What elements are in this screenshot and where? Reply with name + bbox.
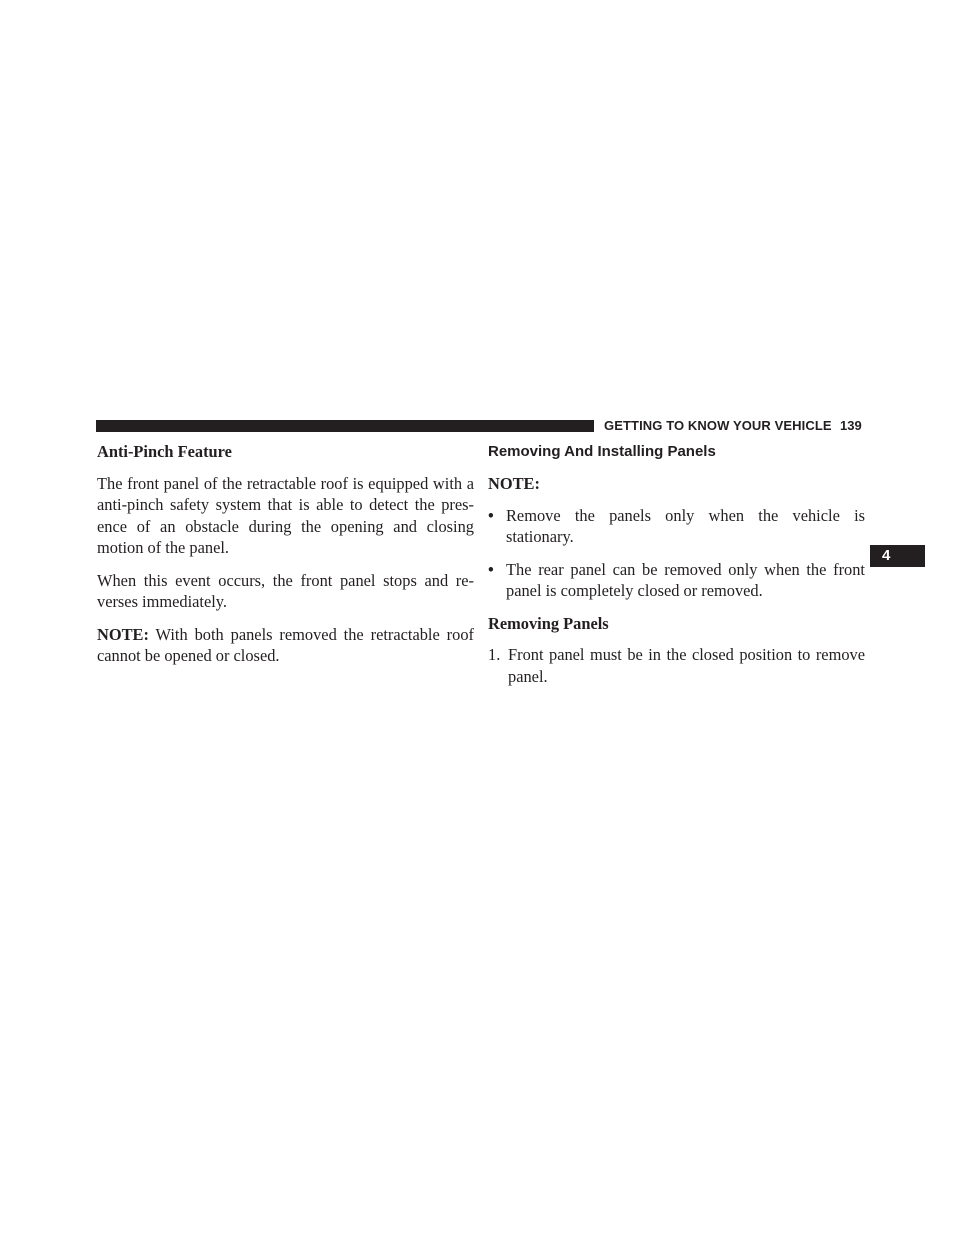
running-header-title: GETTING TO KNOW YOUR VEHICLE	[604, 418, 832, 433]
list-item	[488, 559, 865, 602]
header-rule	[96, 420, 594, 432]
note-label: NOTE:	[97, 624, 149, 644]
section-heading-removing-installing: Removing And Installing Panels	[488, 443, 716, 460]
subheading-removing-panels: Removing Panels	[488, 613, 609, 633]
bullet-icon: •	[488, 505, 494, 525]
bullet-text: Remove the panels only when the vehicle is stationary.	[506, 505, 865, 546]
right-column	[488, 441, 865, 687]
page-number: 139	[840, 418, 862, 433]
note-paragraph	[97, 624, 474, 667]
list-item	[488, 644, 865, 687]
paragraph-anti-pinch-event: When this event occurs, the front panel stops and re-verses immediately.	[97, 570, 474, 611]
paragraph-anti-pinch-description: The front panel of the retractable roof is equipped with a anti-pinch safety system that is able to detect the pres-ence of an obstacle during the opening and closing motion of the panel.	[97, 473, 474, 557]
bullet-text: The rear panel can be removed only when the front panel is completely closed or removed.	[506, 559, 865, 600]
step-text: Front panel must be in the closed position to remove panel.	[508, 645, 865, 686]
note-text: With both panels removed the retractable roof cannot be opened or closed.	[97, 624, 474, 665]
chapter-tab: 4	[870, 545, 925, 567]
list-item	[488, 505, 865, 548]
step-number: 1.	[488, 645, 501, 664]
bullet-icon: •	[488, 559, 494, 579]
left-column	[97, 441, 474, 678]
note-label: NOTE:	[488, 474, 540, 493]
section-heading-anti-pinch: Anti-Pinch Feature	[97, 442, 232, 461]
